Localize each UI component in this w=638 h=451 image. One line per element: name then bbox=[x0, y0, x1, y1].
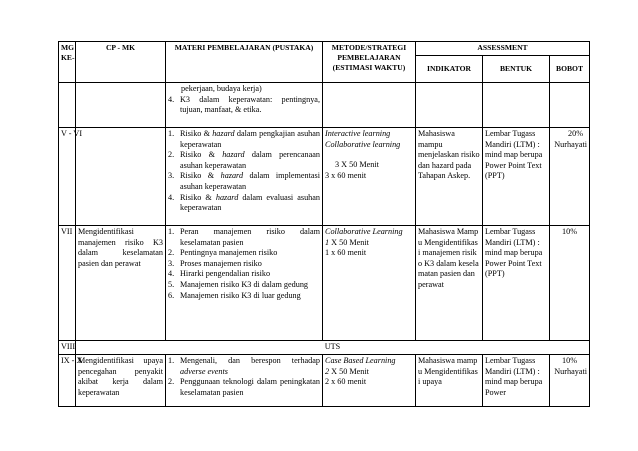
header-indikator: INDIKATOR bbox=[416, 56, 483, 83]
cell-mg: V - VI bbox=[59, 128, 76, 226]
table-row-v-vi bbox=[59, 128, 590, 226]
list-item: 4. Risiko & hazard dalam evaluasi asuhan keperawatan bbox=[168, 192, 320, 213]
metode-line: 2 x 60 menit bbox=[325, 377, 367, 387]
cell-mg: VII bbox=[59, 226, 76, 341]
metode-line: Case Based Learning bbox=[325, 356, 396, 365]
cell-bentuk: Lembar Tugass Mandiri (LTM) : mind map berupa Power Point Text (PPT) bbox=[483, 226, 550, 341]
cell-mg bbox=[59, 83, 76, 128]
cell-indikator: Mahasiswa mampu menjelaskan risiko dan hazard pada Tahapan Askep. bbox=[416, 128, 483, 226]
cell-uts: UTS bbox=[76, 341, 590, 355]
cell-bobot: 10% bbox=[550, 226, 590, 341]
list-item: 3. Proses manajemen risiko bbox=[168, 258, 262, 268]
list-item: 5. Manajemen risiko K3 di dalam gedung bbox=[168, 279, 309, 289]
header-cp: CP - MK bbox=[76, 42, 166, 83]
table-row-ix-x bbox=[59, 355, 590, 407]
cell-metode bbox=[323, 355, 416, 407]
table-row-viii bbox=[59, 341, 590, 355]
cell-bentuk: Lembar Tugass Mandiri (LTM) : mind map berupa Power bbox=[483, 355, 550, 407]
bobot-name: Nurhayati bbox=[554, 139, 588, 149]
cell-materi bbox=[166, 83, 323, 128]
cell-indikator: Mahasiswa mampu Mengidentifikasi upaya bbox=[416, 355, 483, 407]
header-bentuk: BENTUK bbox=[483, 56, 550, 83]
cell-cp bbox=[76, 83, 166, 128]
cell-bobot bbox=[550, 83, 590, 128]
metode-line: Interactive learning bbox=[325, 129, 391, 138]
header-bobot: BOBOT bbox=[550, 56, 590, 83]
metode-line: 3 X 50 Menit bbox=[335, 160, 379, 170]
cell-indikator bbox=[416, 83, 483, 128]
list-item: 2. Pentingnya manajemen risiko bbox=[168, 248, 278, 258]
bobot-name: Nurhayati bbox=[554, 366, 588, 376]
cell-cp: Mengidentifikasi upaya pencegahan penyakit akibat kerja dalam keperawatan bbox=[76, 355, 166, 407]
cell-cp: Mengidentifikasi manajemen risiko K3 dalam keselamatan pasien dan perawat bbox=[76, 226, 166, 341]
cell-bobot bbox=[550, 355, 590, 407]
list-item: 4. Hirarki pengendalian risiko bbox=[168, 269, 271, 279]
materi-continuation: pekerjaan, budaya kerja) bbox=[181, 84, 262, 93]
bobot-value: 20% bbox=[568, 129, 584, 138]
metode-line: Collaborative Learning bbox=[325, 227, 403, 236]
list-item: 1. Risiko & hazard dalam pengkajian asuhan keperawatan bbox=[168, 129, 320, 149]
header-materi: MATERI PEMBELAJARAN (PUSTAKA) bbox=[166, 42, 323, 83]
cell-materi bbox=[166, 128, 323, 226]
cell-materi bbox=[166, 355, 323, 407]
list-item: 4. K3 dalam keperawatan: pentingnya, tujuan, manfaat, & etika. bbox=[168, 94, 320, 115]
cell-materi bbox=[166, 226, 323, 341]
metode-line: 1 x 60 menit bbox=[325, 248, 367, 258]
metode-line: 2 X 50 Menit bbox=[325, 366, 369, 376]
cell-bentuk: Lembar Tugass Mandiri (LTM) : mind map berupa Power Point Text (PPT) bbox=[483, 128, 550, 226]
cell-metode bbox=[323, 226, 416, 341]
cell-mg: VIII bbox=[59, 341, 76, 355]
list-item: 3. Risiko & hazard dalam implementasi asuhan keperawatan bbox=[168, 171, 320, 191]
list-item: 6. Manajemen risiko K3 di luar gedung bbox=[168, 290, 301, 300]
metode-line: 3 x 60 menit bbox=[325, 170, 367, 180]
header-row-1 bbox=[59, 42, 590, 56]
materi-list bbox=[168, 227, 320, 301]
table-row-continuation bbox=[59, 83, 590, 128]
materi-list bbox=[168, 95, 320, 116]
materi-list bbox=[168, 356, 320, 398]
list-item: 1. Mengenali, dan berespon terhadap adverse events bbox=[168, 356, 320, 376]
cell-bobot bbox=[550, 128, 590, 226]
header-metode: METODE/STRATEGI PEMBELAJARAN (ESTIMASI WAKTU) bbox=[323, 42, 416, 83]
header-mg: MG KE- bbox=[59, 42, 76, 83]
cell-indikator: Mahasiswa Mampu Mengidentifikasi manajemen risiko K3 dalam keselamatan pasien dan perawat bbox=[416, 226, 483, 341]
cell-metode bbox=[323, 83, 416, 128]
bobot-value: 10% bbox=[562, 356, 578, 365]
cell-metode bbox=[323, 128, 416, 226]
metode-line: Collaborative learning bbox=[325, 139, 401, 149]
header-assessment: ASSESSMENT bbox=[416, 42, 590, 56]
metode-line: 1 X 50 Menit bbox=[325, 237, 369, 247]
rps-table bbox=[58, 41, 590, 407]
cell-cp bbox=[76, 128, 166, 226]
list-item: 2. Penggunaan teknologi dalam peningkatan keselamatan pasien bbox=[168, 377, 320, 397]
cell-bentuk bbox=[483, 83, 550, 128]
table-row-vii bbox=[59, 226, 590, 341]
list-item: 2. Risiko & hazard dalam perencanaan asuhan keperawatan bbox=[168, 150, 320, 170]
list-item: 1. Peran manajemen risiko dalam keselamatan pasien bbox=[168, 227, 320, 247]
materi-list bbox=[168, 129, 320, 214]
cell-mg: IX - X bbox=[59, 355, 76, 407]
